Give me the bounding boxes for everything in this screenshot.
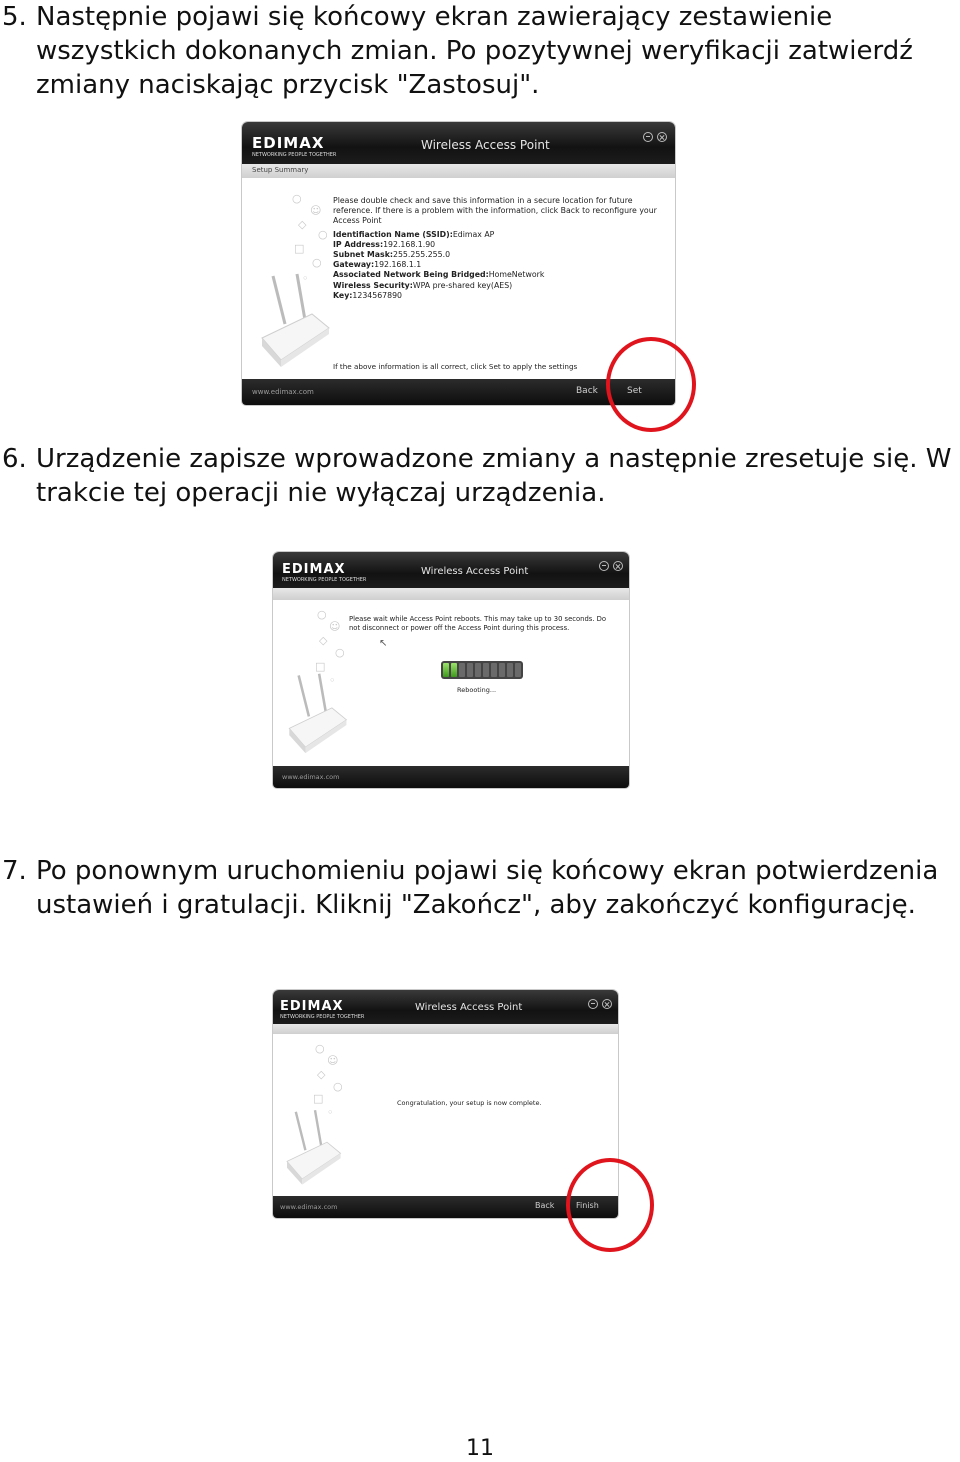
decorative-bubbles: ○ ☺ ◇ ○ □ ◦ bbox=[313, 1042, 343, 1119]
subheader bbox=[273, 588, 629, 600]
close-icon[interactable] bbox=[602, 999, 612, 1009]
summary-content bbox=[333, 196, 663, 301]
window-footer bbox=[273, 766, 629, 788]
set-button[interactable]: Set bbox=[627, 386, 642, 396]
subheader bbox=[273, 1024, 618, 1034]
footer-url[interactable]: www.edimax.com bbox=[280, 1203, 338, 1211]
finish-button[interactable]: Finish bbox=[576, 1201, 599, 1210]
summary-field: Wireless Security:WPA pre-shared key(AES) bbox=[333, 280, 513, 290]
window-header bbox=[242, 122, 675, 164]
back-button[interactable]: Back bbox=[535, 1201, 555, 1210]
router-image bbox=[285, 672, 349, 754]
window-title: Wireless Access Point bbox=[415, 1002, 523, 1013]
step-number: 5. bbox=[2, 2, 27, 32]
router-image bbox=[257, 272, 332, 368]
decorative-bubbles: ○ ☺ ◇ ○ □ ○ ◦ bbox=[292, 192, 328, 285]
reboot-message: Please wait while Access Point reboots. This may take up to 30 seconds. Do not disconnect or power off the Access Point during this process. bbox=[349, 615, 607, 632]
summary-field: Identifiaction Name (SSID):Edimax AP bbox=[333, 229, 495, 239]
step-6 bbox=[0, 442, 960, 512]
step-text: Po ponownym uruchomieniu pojawi się końcowy ekran potwierdzenia ustawień i gratulacji. Kliknij "Zakończ", aby zakończyć konfigurację. bbox=[36, 856, 939, 920]
minimize-icon[interactable] bbox=[599, 561, 609, 571]
window-header bbox=[273, 990, 618, 1024]
close-icon[interactable] bbox=[657, 132, 667, 142]
page-number: 11 bbox=[466, 1436, 494, 1461]
decorative-bubbles: ○ ☺ ◇ ○ □ ◦ bbox=[315, 608, 345, 687]
step-5 bbox=[0, 0, 960, 104]
minimize-icon[interactable] bbox=[588, 999, 598, 1009]
router-image bbox=[283, 1108, 343, 1186]
back-button[interactable]: Back bbox=[576, 386, 598, 396]
footer-url[interactable]: www.edimax.com bbox=[282, 773, 340, 781]
confirm-text: If the above information is all correct, click Set to apply the settings bbox=[333, 362, 578, 371]
window-title: Wireless Access Point bbox=[421, 138, 550, 152]
step-number: 7. bbox=[2, 856, 27, 886]
subheader-label: Setup Summary bbox=[252, 166, 309, 174]
summary-field: Key:1234567890 bbox=[333, 290, 403, 300]
window-title: Wireless Access Point bbox=[421, 566, 529, 577]
edimax-logo: EDIMAX NETWORKING PEOPLE TOGETHER bbox=[280, 999, 365, 1020]
reboot-progress-bar bbox=[441, 661, 523, 679]
rebooting-window bbox=[273, 552, 629, 788]
mouse-cursor-icon: ↖ bbox=[379, 638, 388, 649]
completion-message: Congratulation, your setup is now complete. bbox=[397, 1099, 542, 1107]
summary-intro: Please double check and save this information in a secure location for future reference. If there is a problem with the information, click Back to reconfigure your Access Point bbox=[333, 196, 657, 226]
summary-field: Subnet Mask:255.255.255.0 bbox=[333, 250, 451, 260]
window-controls bbox=[639, 127, 667, 146]
reboot-status: Rebooting... bbox=[457, 686, 497, 694]
footer-url[interactable]: www.edimax.com bbox=[252, 388, 314, 396]
step-7 bbox=[0, 854, 960, 924]
close-icon[interactable] bbox=[613, 561, 623, 571]
step-number: 6. bbox=[2, 444, 27, 474]
window-controls bbox=[595, 556, 623, 575]
subheader bbox=[242, 164, 675, 178]
step-text: Następnie pojawi się końcowy ekran zawierający zestawienie wszystkich dokonanych zmian. Po pozytywnej weryfikacji zatwierdź zmiany naciskając przycisk "Zastosuj". bbox=[36, 2, 913, 100]
summary-field: IP Address:192.168.1.90 bbox=[333, 239, 436, 249]
summary-field: Associated Network Being Bridged:HomeNetwork bbox=[333, 270, 545, 280]
edimax-logo: EDIMAX NETWORKING PEOPLE TOGETHER bbox=[282, 562, 367, 583]
window-controls bbox=[584, 994, 612, 1013]
step-text: Urządzenie zapisze wprowadzone zmiany a następnie zresetuje się. W trakcie tej operacji nie wyłączaj urządzenia. bbox=[36, 444, 952, 508]
highlight-circle bbox=[566, 1158, 654, 1252]
edimax-logo: EDIMAX NETWORKING PEOPLE TOGETHER bbox=[252, 134, 337, 158]
minimize-icon[interactable] bbox=[643, 132, 653, 142]
window-header bbox=[273, 552, 629, 588]
completion-window bbox=[273, 990, 618, 1218]
highlight-circle bbox=[606, 337, 696, 432]
summary-field: Gateway:192.168.1.1 bbox=[333, 260, 422, 270]
